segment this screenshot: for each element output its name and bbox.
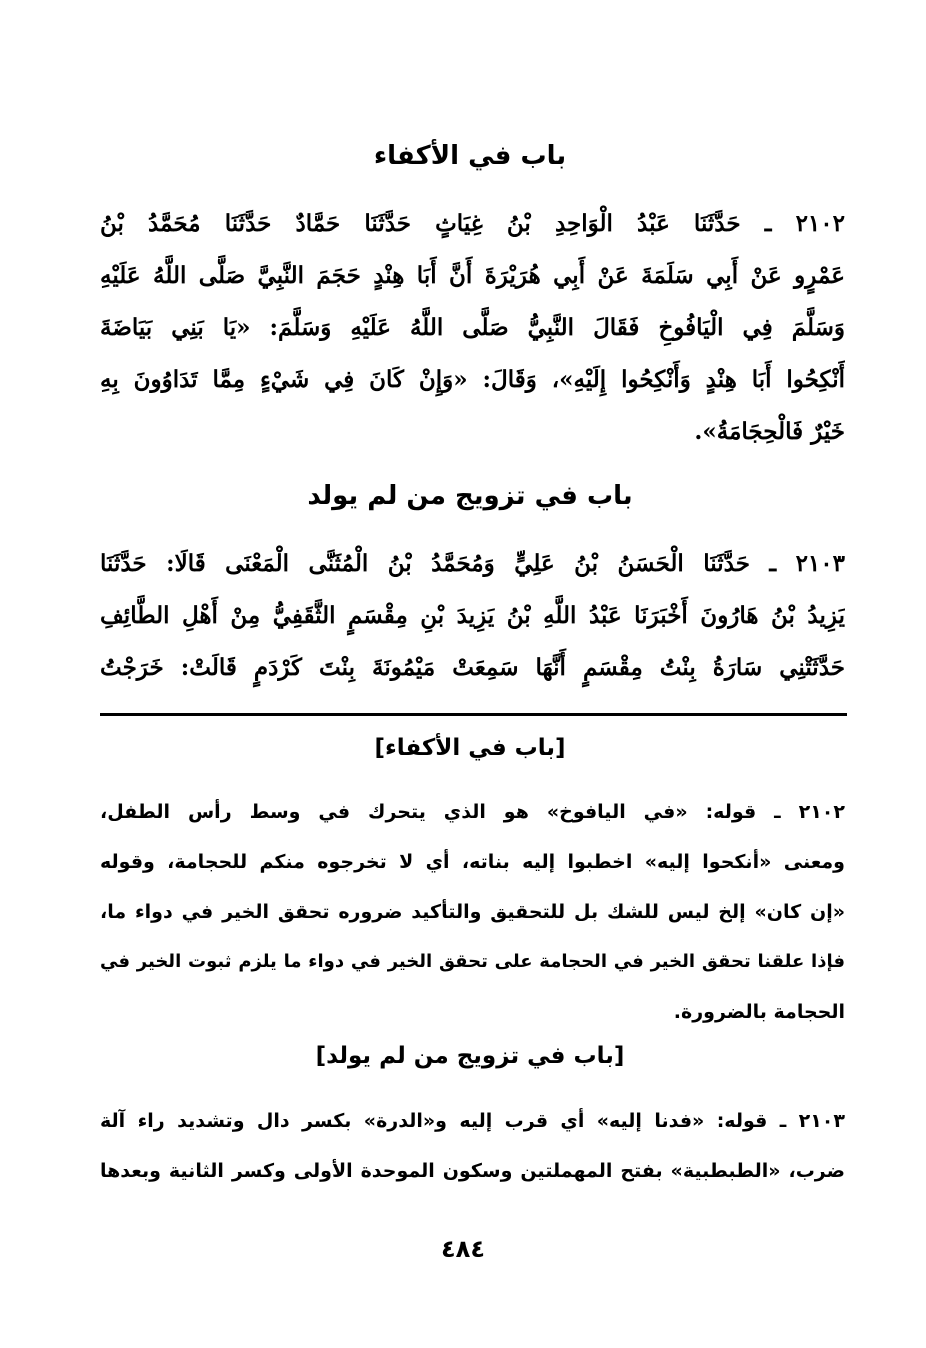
- commentary-2102: [100, 787, 845, 1037]
- hadith-line: أَنْكِحُوا أَبَا هِنْدٍ وَأَنْكِحُوا إِلَيْهِ»، وَقَالَ: «وَإِنْ كَانَ فِي شَيْءٍ مِمَّا تَدَاوُونَ بِهِ: [100, 366, 845, 393]
- hadith-line: ٢١٠٣ ـ حَدَّثَنَا الْحَسَنُ بْنُ عَلِيٍّ وَمُحَمَّدُ بْنُ الْمُثَنَّى الْمَعْنَى قَالَا: حَدَّثَنَا: [100, 550, 845, 577]
- commentary-heading-kafa: [باب في الأكفاء]: [374, 735, 566, 761]
- hadith-2102: [100, 198, 845, 458]
- chapter-heading-tazwij: باب في تزويج من لم يولد: [307, 481, 633, 511]
- commentary-line: الحجامة بالضرورة.: [673, 1001, 845, 1023]
- commentary-line: ومعنى «أنكحوا إليه» اخطبوا إليه بناته، أي لا تخرجوه منكم للحجامة، وقوله: [100, 851, 845, 873]
- hadith-line: حَدَّثَتْنِي سَارَةُ بِنْتُ مِقْسَمٍ أَنَّهَا سَمِعَتْ مَيْمُونَةَ بِنْتَ كَرْدَمٍ قَالَتْ: خَرَجْتُ: [100, 654, 845, 681]
- chapter-heading-kafa: باب في الأكفاء: [373, 141, 567, 171]
- hadith-line: عَمْرٍو عَنْ أَبِي سَلَمَةَ عَنْ أَبِي هُرَيْرَةَ أَنَّ أَبَا هِنْدٍ حَجَمَ النَّبِيَّ صَلَّى اللَّهُ عَلَيْهِ: [100, 262, 845, 289]
- hadith-line: وَسَلَّمَ فِي الْيَافُوخِ فَقَالَ النَّبِيُّ صَلَّى اللَّهُ عَلَيْهِ وَسَلَّمَ: «يَا بَنِي بَيَاضَةَ: [100, 314, 845, 341]
- commentary-line: «إن كان» إلخ ليس للشك بل للتحقيق والتأكيد ضروره تحقق الخير في دواء ما،: [100, 901, 845, 923]
- hadith-line: ٢١٠٢ ـ حَدَّثَنَا عَبْدُ الْوَاحِدِ بْنُ غِيَاثٍ حَدَّثَنَا حَمَّادٌ حَدَّثَنَا مُحَمَّدُ بْنُ: [100, 210, 845, 237]
- commentary-line: فإذا علقنا تحقق الخير في الحجامة على تحقق الخير في دواء ما يلزم ثبوت الخير في: [100, 951, 845, 972]
- page-number: ٤٨٤: [441, 1235, 485, 1263]
- hadith-line: يَزِيدُ بْنُ هَارُونَ أَخْبَرَنَا عَبْدُ اللَّهِ بْنُ يَزِيدَ بْنِ مِقْسَمٍ الثَّقَفِيُّ مِنْ أَهْلِ الطَّائِفِ: [100, 602, 845, 629]
- footnote-divider: [100, 713, 847, 716]
- commentary-line: ضرب، «الطبطبية» بفتح المهملتين وسكون الموحدة الأولى وكسر الثانية وبعدها: [100, 1160, 845, 1182]
- commentary-line: ٢١٠٣ ـ قوله: «فدنا إليه» أي قرب إليه و«الدرة» بكسر دال وتشديد راء آلة: [100, 1110, 845, 1132]
- hadith-2103: [100, 538, 845, 694]
- commentary-heading-tazwij: [باب في تزويج من لم يولد]: [315, 1043, 625, 1069]
- hadith-line: خَيْرٌ فَالْحِجَامَةُ».: [694, 418, 845, 445]
- commentary-line: ٢١٠٢ ـ قوله: «في اليافوخ» هو الذي يتحرك في وسط رأس الطفل،: [100, 801, 845, 823]
- commentary-2103: [100, 1096, 845, 1196]
